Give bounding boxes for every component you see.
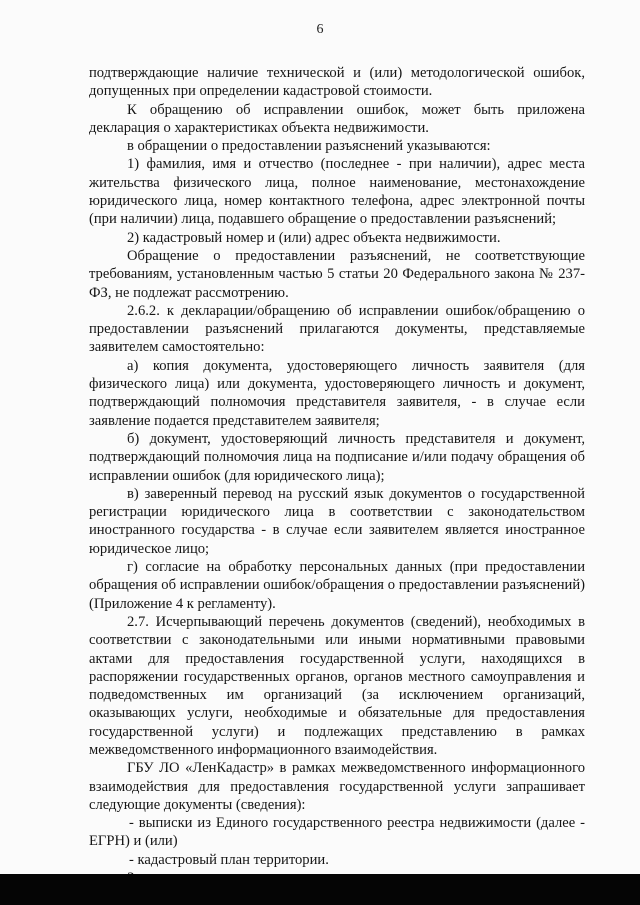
list-item-b: б) документ, удостоверяющий личность представителя и документ, подтверждающий полномочия лица на подписание и/или подачу обращения об исправлении ошибок (для юридического лица); bbox=[89, 430, 585, 484]
paragraph-declaration: К обращению об исправлении ошибок, может быть приложена декларация о характеристиках объекта недвижимости. bbox=[89, 101, 585, 136]
list-item-2: 2) кадастровый номер и (или) адрес объекта недвижимости. bbox=[127, 229, 501, 246]
paragraph-continuation: подтверждающие наличие технической и (или) методологической ошибок, допущенных при определении кадастровой стоимости. bbox=[89, 65, 585, 100]
list-item-egrn: - выписки из Единого государственного реестра недвижимости (далее - ЕГРН) и (или) bbox=[89, 815, 585, 850]
paragraph-clarification-intro: в обращении о предоставлении разъяснений указываются: bbox=[127, 138, 491, 155]
list-item-v: в) заверенный перевод на русский язык документов о государственной регистрации юридического лица в соответствии с законодательством иностранного государства - в случае если заявителем является иностранное юридическое лицо; bbox=[89, 485, 585, 557]
scan-bottom-edge bbox=[0, 874, 640, 905]
page-number: 6 bbox=[316, 22, 324, 37]
paragraph-not-considered: Обращение о предоставлении разъяснений, не соответствующие требованиям, установленным частью 5 статьи 20 Федерального закона № 237-ФЗ, не подлежат рассмотрению. bbox=[89, 247, 585, 301]
list-item-1: 1) фамилия, имя и отчество (последнее - при наличии), адрес места жительства физического лица, полное наименование, местонахождение юридического лица, номер контактного телефона, адрес электронной почты (при наличии) лица, подавшего обращение о предоставлении разъяснений; bbox=[89, 156, 585, 228]
list-item-cadastral-plan: - кадастровый план территории. bbox=[129, 851, 329, 868]
section-2-6-2: 2.6.2. к декларации/обращению об исправлении ошибок/обращению о предоставлении разъяснений прилагаются документы, представляемые заявителем самостоятельно: bbox=[89, 302, 585, 356]
section-2-7: 2.7. Исчерпывающий перечень документов (сведений), необходимых в соответствии с законодательными или иными нормативными правовыми актами для предоставления государственной услуги, находящихся в распоряжении государственных органов, органов местного самоуправления и подведомственных им организаций (за исключением организаций, оказывающих услуги, необходимые и обязательные для предоставления государственной услуги) и подлежащих представлению в рамках межведомственного информационного взаимодействия. bbox=[89, 613, 585, 758]
list-item-g: г) согласие на обработку персональных данных (при предоставлении обращения об исправлении ошибок/обращения о предоставлении разъяснений) (Приложение 4 к регламенту). bbox=[89, 559, 585, 612]
paragraph-lenkadastr: ГБУ ЛО «ЛенКадастр» в рамках межведомственного информационного взаимодействия для предоставления государственной услуги запрашивает следующие документы (сведения): bbox=[89, 760, 585, 813]
document-body bbox=[89, 64, 585, 887]
list-item-a: а) копия документа, удостоверяющего личность заявителя (для физического лица) или документа, удостоверяющего личность и документ, подтверждающий полномочия представителя заявителя, - в случае если заявление подается представителем заявителя; bbox=[89, 357, 585, 429]
